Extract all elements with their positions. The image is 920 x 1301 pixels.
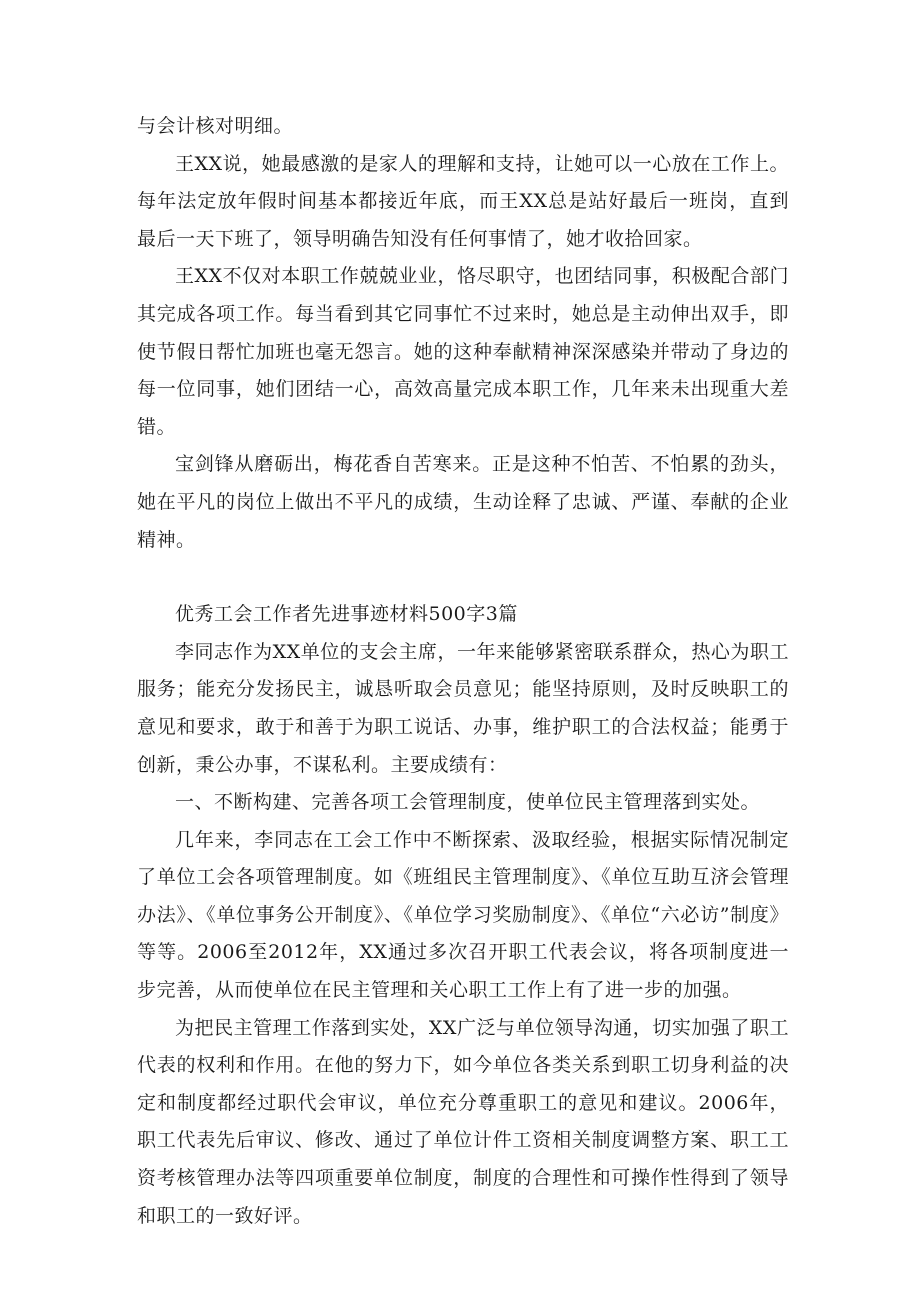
- section-title: 优秀工会工作者先进事迹材料500字3篇: [175, 603, 518, 626]
- paragraph-3: 王XX不仅对本职工作兢兢业业，恪尽职守，也团结同事，积极配合部门其完成各项工作。每当看到其它同事忙不过来时，她总是主动伸出双手，即使节假日帮忙加班也毫无怨言。她的这种奉献精神深深感染并带动了身边的每一位同事，她们团结一心，高效高量完成本职工作，几年来未出现重大差错。: [137, 265, 789, 438]
- paragraph-8: 为把民主管理工作落到实处，XX广泛与单位领导沟通，切实加强了职工代表的权利和作用。在他的努力下，如今单位各类关系到职工切身利益的决定和制度都经过职代会审议，单位充分尊重职工的意见和建议。2006年，职工代表先后审议、修改、通过了单位计件工资相关制度调整方案、职工工资考核管理办法等四项重要单位制度，制度的合理性和可操作性得到了领导和职工的一致好评。: [137, 1016, 789, 1227]
- document-page: [137, 108, 789, 1235]
- paragraph-6: 一、不断构建、完善各项工会管理制度，使单位民主管理落到实处。: [175, 791, 761, 814]
- paragraph-4: 宝剑锋从磨砺出，梅花香自苦寒来。正是这种不怕苦、不怕累的劲头，她在平凡的岗位上做出不平凡的成绩，生动诠释了忠诚、严谨、奉献的企业精神。: [137, 453, 789, 551]
- paragraph-5: 李同志作为XX单位的支会主席，一年来能够紧密联系群众，热心为职工服务；能充分发扬民主，诚恳听取会员意见；能坚持原则，及时反映职工的意见和要求，敢于和善于为职工说话、办事，维护职工的合法权益；能勇于创新，秉公办事，不谋私利。主要成绩有：: [137, 640, 789, 776]
- paragraph-2: 王XX说，她最感激的是家人的理解和支持，让她可以一心放在工作上。每年法定放年假时间基本都接近年底，而王XX总是站好最后一班岗，直到最后一天下班了，领导明确告知没有任何事情了，她才收拾回家。: [137, 152, 789, 250]
- paragraph-7: 几年来，李同志在工会工作中不断探索、汲取经验，根据实际情况制定了单位工会各项管理制度。如《班组民主管理制度》、《单位互助互济会管理办法》、《单位事务公开制度》、《单位学习奖励制度》、《单位“六必访”制度》等等。2006至2012年，XX通过多次召开职工代表会议，将各项制度进一步完善，从而使单位在民主管理和关心职工工作上有了进一步的加强。: [137, 828, 789, 1002]
- paragraph-1: 与会计核对明细。: [137, 115, 294, 137]
